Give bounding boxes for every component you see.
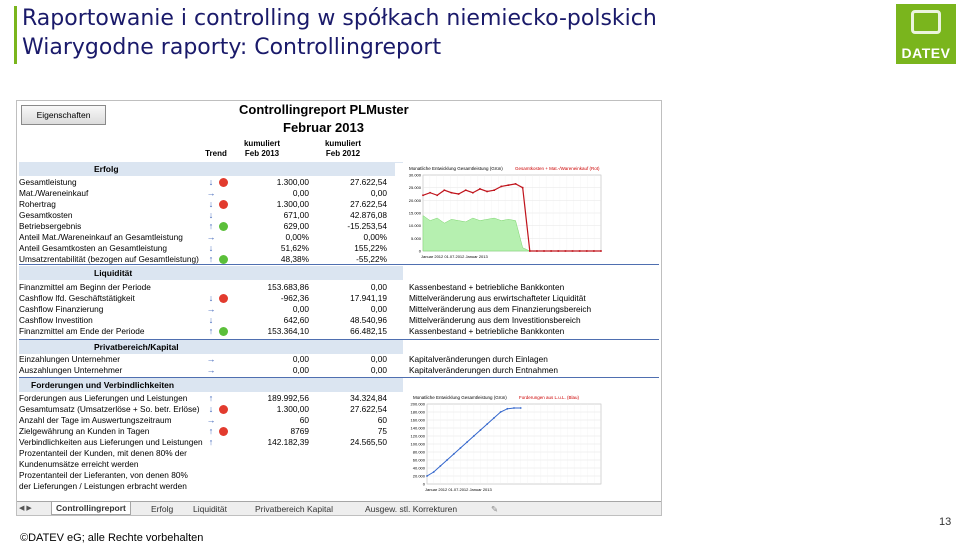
point-kosten xyxy=(436,194,438,196)
row-label: Prozentanteil der Lieferanten, von denen 80% xyxy=(19,470,188,480)
row-label: Gesamtleistung xyxy=(19,177,77,187)
slide-title-line1: Raportowanie i controlling w spółkach niemiecko-polskich xyxy=(22,6,657,31)
value-2012: 0,00% xyxy=(363,232,387,242)
row-label: Prozentanteil der Kunden, mit denen 80% der xyxy=(19,448,187,458)
point-forderungen xyxy=(453,453,455,455)
value-2012: 17.941,19 xyxy=(350,293,387,303)
trend-arrow-icon: ↓ xyxy=(208,210,214,220)
chart-title-series: Gesamtkosten + Mat.-/Wareneinkauf (Rot) xyxy=(515,166,600,171)
row-label: Anzahl der Tage im Auswertungszeitraum xyxy=(19,415,172,425)
y-tick-label: 60.000 xyxy=(412,457,425,463)
point-forderungen xyxy=(460,447,462,449)
sheet-nav-arrows-icon[interactable]: ◀ ▶ xyxy=(19,505,32,512)
value-2012: -55,22% xyxy=(356,254,387,264)
series-gesamtleistung xyxy=(423,216,601,251)
chart-gesamtleistung-forderungen xyxy=(395,392,607,496)
table-row xyxy=(19,448,403,459)
y-tick-label: 80.000 xyxy=(412,449,425,455)
datev-logo-text: DATEV xyxy=(901,45,951,61)
row-label: Rohertrag xyxy=(19,199,56,209)
section-forderungen-label: Forderungen und Verbindlichkeiten xyxy=(31,380,175,390)
point-kosten xyxy=(501,186,503,188)
chart-title: Monatliche Entwicklung Gesamtleistung (Grün) xyxy=(413,395,507,400)
value-2013: 60 xyxy=(299,415,309,425)
row-label: Zielgewährung an Kunden in Tagen xyxy=(19,426,150,436)
table-row xyxy=(19,282,403,293)
value-2012: 0,00 xyxy=(370,282,387,292)
value-2013: 671,00 xyxy=(283,210,309,220)
section-privat-label: Privatbereich/Kapital xyxy=(94,342,179,352)
y-tick-label: 5.000 xyxy=(410,235,421,241)
value-2013: 1.300,00 xyxy=(276,404,309,414)
point-forderungen xyxy=(426,475,428,477)
table-row xyxy=(19,470,403,481)
table-row xyxy=(19,188,403,199)
trend-arrow-icon: ↑ xyxy=(208,221,214,231)
trend-arrow-icon: → xyxy=(206,354,216,364)
point-kosten xyxy=(600,250,602,252)
table-row xyxy=(19,365,403,376)
row-label: Einzahlungen Unternehmer xyxy=(19,354,121,364)
table-row xyxy=(19,293,403,304)
trend-arrow-icon: ↑ xyxy=(208,393,214,403)
value-2013: 0,00 xyxy=(292,354,309,364)
spreadsheet-window xyxy=(16,100,662,516)
table-row xyxy=(19,243,403,254)
value-2012: 24.565,50 xyxy=(350,437,387,447)
table-row xyxy=(19,354,403,365)
point-kosten xyxy=(522,187,524,189)
row-label: Verbindlichkeiten aus Lieferungen und Leistungen xyxy=(19,437,203,447)
bank-description: Kapitalveränderungen durch Einlagen xyxy=(409,354,548,364)
bank-description: Mittelveränderung aus erwirtschafteter Liquidität xyxy=(409,293,586,303)
value-2013: 0,00 xyxy=(292,365,309,375)
point-kosten xyxy=(493,189,495,191)
value-2013: -962,36 xyxy=(280,293,309,303)
y-tick-label: 0 xyxy=(422,481,425,487)
table-row xyxy=(19,232,403,243)
bank-description: Kapitalveränderungen durch Entnahmen xyxy=(409,365,558,375)
row-label: Gesamtkosten xyxy=(19,210,73,220)
tab-ausgew-korrekturen[interactable]: Ausgew. stl. Korrekturen xyxy=(365,504,458,514)
smiley-green-icon xyxy=(219,327,228,336)
point-forderungen xyxy=(506,408,508,410)
point-forderungen xyxy=(473,435,475,437)
table-row xyxy=(19,393,403,404)
value-2013: 1.300,00 xyxy=(276,199,309,209)
table-row xyxy=(19,315,403,326)
slide-title xyxy=(22,4,657,62)
point-kosten xyxy=(451,192,453,194)
row-label: Anteil Gesamtkosten an Gesamtleistung xyxy=(19,243,168,253)
table-row xyxy=(19,210,403,221)
eigenschaften-button[interactable]: Eigenschaften xyxy=(21,105,106,125)
point-kosten xyxy=(515,183,517,185)
value-2012: 0,00 xyxy=(370,354,387,364)
bank-description: Kassenbestand + betriebliche Bankkonten xyxy=(409,282,565,292)
col2-line-a: kumuliert xyxy=(324,139,361,148)
point-kosten xyxy=(536,250,538,252)
point-kosten xyxy=(579,250,581,252)
y-tick-label: 0 xyxy=(418,248,421,254)
col1-line-a: kumuliert xyxy=(243,139,280,148)
trend-arrow-icon: ↑ xyxy=(208,437,214,447)
tab-privatbereich-kapital[interactable]: Privatbereich Kapital xyxy=(255,504,333,514)
value-2012: 27.622,54 xyxy=(350,177,387,187)
table-row xyxy=(19,177,403,188)
smiley-red-icon xyxy=(219,427,228,436)
value-2013: 142.182,39 xyxy=(267,437,309,447)
col-header-cum2012 xyxy=(313,139,373,159)
trend-arrow-icon: ↓ xyxy=(208,293,214,303)
y-tick-label: 15.000 xyxy=(408,210,421,216)
smiley-green-icon xyxy=(219,222,228,231)
value-2012: 66.482,15 xyxy=(350,326,387,336)
y-tick-label: 20.000 xyxy=(412,473,425,479)
trend-arrow-icon: ↓ xyxy=(208,315,214,325)
y-tick-label: 200.000 xyxy=(410,401,425,407)
smiley-red-icon xyxy=(219,178,228,187)
tab-liquiditaet[interactable]: Liquidität xyxy=(193,504,228,514)
value-2013: 0,00 xyxy=(292,304,309,314)
row-label: Mat./Wareneinkauf xyxy=(19,188,89,198)
table-row xyxy=(19,415,403,426)
section-liquiditaet xyxy=(19,266,403,280)
y-tick-label: 40.000 xyxy=(412,465,425,471)
table-row xyxy=(19,221,403,232)
value-2013: 51,62% xyxy=(280,243,309,253)
trend-arrow-icon: → xyxy=(206,415,216,425)
point-kosten xyxy=(465,189,467,191)
point-kosten xyxy=(486,191,488,193)
point-kosten xyxy=(529,250,531,252)
point-kosten xyxy=(429,192,431,194)
y-tick-label: 100.000 xyxy=(410,441,425,447)
trend-arrow-icon: ↓ xyxy=(208,177,214,187)
page-number: 13 xyxy=(939,516,952,528)
value-2013: 0,00% xyxy=(285,232,309,242)
report-month: Februar 2013 xyxy=(283,120,364,135)
trend-arrow-icon: ↑ xyxy=(208,326,214,336)
smiley-green-icon xyxy=(219,255,228,264)
value-2012: 42.876,08 xyxy=(350,210,387,220)
row-label: Kundenumsätze erreicht werden xyxy=(19,459,139,469)
point-forderungen xyxy=(493,417,495,419)
row-label: Cashflow lfd. Geschäftstätigkeit xyxy=(19,293,135,303)
datev-logo-mark-icon xyxy=(911,10,941,34)
trend-arrow-icon: ↓ xyxy=(208,243,214,253)
value-2013: 642,60 xyxy=(283,315,309,325)
value-2013: 48,38% xyxy=(280,254,309,264)
value-2013: 0,00 xyxy=(292,188,309,198)
y-tick-label: 25.000 xyxy=(408,185,421,191)
table-row xyxy=(19,199,403,210)
bank-description: Mittelveränderung aus dem Finanzierungsbereich xyxy=(409,304,592,314)
row-label: Anteil Mat./Wareneinkauf an Gesamtleistung xyxy=(19,232,183,242)
footer-copyright: ©DATEV eG; alle Rechte vorbehalten xyxy=(20,532,204,544)
value-2013: 153.683,86 xyxy=(267,282,309,292)
table-row xyxy=(19,481,403,492)
point-forderungen xyxy=(500,411,502,413)
chart-title-series: Forderungen aus L.u.L. (Blau) xyxy=(519,395,580,400)
row-label: Auszahlungen Unternehmer xyxy=(19,365,123,375)
value-2012: 0,00 xyxy=(370,365,387,375)
table-row xyxy=(19,404,403,415)
point-kosten xyxy=(572,250,574,252)
point-forderungen xyxy=(433,471,435,473)
table-row xyxy=(19,426,403,437)
tab-erfolg[interactable]: Erfolg xyxy=(151,504,174,514)
trend-arrow-icon: ↑ xyxy=(208,426,214,436)
row-label: der Lieferungen / Leistungen erbracht werden xyxy=(19,481,187,491)
y-tick-label: 10.000 xyxy=(408,223,421,229)
point-kosten xyxy=(586,250,588,252)
row-label: Umsatzrentabilität (bezogen auf Gesamtleistung) xyxy=(19,254,199,264)
smiley-red-icon xyxy=(219,200,228,209)
x-axis-label: Januar 2012 01.07.2012 Januar 2013 xyxy=(421,254,488,259)
point-kosten xyxy=(550,250,552,252)
point-forderungen xyxy=(446,459,448,461)
bank-description: Mittelveränderung aus dem Investitionsbereich xyxy=(409,315,581,325)
report-title: Controllingreport PLMuster xyxy=(239,102,409,117)
row-label: Finanzmittel am Beginn der Periode xyxy=(19,282,151,292)
chart-gesamtleistung-kosten xyxy=(395,163,607,263)
point-kosten xyxy=(472,192,474,194)
row-label: Finanzmittel am Ende der Periode xyxy=(19,326,145,336)
y-tick-label: 180.000 xyxy=(410,409,425,415)
smiley-red-icon xyxy=(219,294,228,303)
row-label: Cashflow Finanzierung xyxy=(19,304,104,314)
col-header-cum2013 xyxy=(232,139,292,159)
trend-arrow-icon: ↓ xyxy=(208,199,214,209)
point-kosten xyxy=(543,250,545,252)
y-tick-label: 30.000 xyxy=(408,172,421,178)
table-row xyxy=(19,304,403,315)
col2-line-b: Feb 2012 xyxy=(325,149,361,158)
section-erfolg xyxy=(19,162,403,176)
value-2012: 0,00 xyxy=(370,188,387,198)
point-forderungen xyxy=(480,429,482,431)
table-row xyxy=(19,437,403,448)
new-sheet-icon[interactable]: ✎ xyxy=(491,504,499,514)
trend-arrow-icon: → xyxy=(206,188,216,198)
value-2012: -15.253,54 xyxy=(347,221,387,231)
trend-arrow-icon: → xyxy=(206,365,216,375)
row-label: Gesamtumsatz (Umsatzerlöse + So. betr. Erlöse) xyxy=(19,404,200,414)
value-2012: 0,00 xyxy=(370,304,387,314)
y-tick-label: 20.000 xyxy=(408,197,421,203)
row-label: Forderungen aus Lieferungen und Leistungen xyxy=(19,393,188,403)
section-liquiditaet-label: Liquidität xyxy=(94,268,133,278)
row-label: Betriebsergebnis xyxy=(19,221,82,231)
section-erfolg-label: Erfolg xyxy=(94,164,119,174)
value-2013: 8769 xyxy=(290,426,309,436)
point-forderungen xyxy=(520,407,522,409)
slide-title-line2: Wiarygodne raporty: Controllingreport xyxy=(22,35,442,60)
value-2012: 48.540,96 xyxy=(350,315,387,325)
point-kosten xyxy=(557,250,559,252)
chart-title: Monatliche Entwicklung Gesamtleistung (Grün) xyxy=(409,166,503,171)
trend-arrow-icon: ↑ xyxy=(208,254,214,264)
smiley-red-icon xyxy=(219,405,228,414)
value-2012: 27.622,54 xyxy=(350,404,387,414)
point-kosten xyxy=(422,194,424,196)
x-axis-label: Januar 2012 01.07.2012 Januar 2013 xyxy=(425,487,492,492)
point-forderungen xyxy=(486,423,488,425)
col-header-trend: Trend xyxy=(205,149,227,158)
value-2012: 27.622,54 xyxy=(350,199,387,209)
col1-line-b: Feb 2013 xyxy=(244,149,280,158)
tab-controllingreport[interactable]: Controllingreport xyxy=(51,502,131,515)
trend-arrow-icon: → xyxy=(206,232,216,242)
bank-description: Kassenbestand + betriebliche Bankkonten xyxy=(409,326,565,336)
point-kosten xyxy=(444,189,446,191)
y-tick-label: 140.000 xyxy=(410,425,425,431)
point-kosten xyxy=(458,193,460,195)
point-kosten xyxy=(479,188,481,190)
section-privat xyxy=(19,340,403,354)
divider xyxy=(19,264,659,265)
value-2013: 189.992,56 xyxy=(267,393,309,403)
point-forderungen xyxy=(513,407,515,409)
point-kosten xyxy=(565,250,567,252)
point-forderungen xyxy=(439,465,441,467)
y-tick-label: 120.000 xyxy=(410,433,425,439)
table-row xyxy=(19,459,403,470)
sheet-tabs-bar xyxy=(17,501,662,516)
trend-arrow-icon: → xyxy=(206,304,216,314)
row-label: Cashflow Investition xyxy=(19,315,93,325)
value-2012: 60 xyxy=(377,415,387,425)
value-2013: 629,00 xyxy=(283,221,309,231)
value-2012: 155,22% xyxy=(354,243,387,253)
point-kosten xyxy=(593,250,595,252)
value-2012: 34.324,84 xyxy=(350,393,387,403)
y-tick-label: 160.000 xyxy=(410,417,425,423)
title-accent-bar xyxy=(14,6,17,64)
datev-logo xyxy=(896,4,956,64)
section-forderungen xyxy=(19,378,403,392)
value-2013: 153.364,10 xyxy=(267,326,309,336)
trend-arrow-icon: ↓ xyxy=(208,404,214,414)
value-2012: 75 xyxy=(377,426,387,436)
value-2013: 1.300,00 xyxy=(276,177,309,187)
point-forderungen xyxy=(466,441,468,443)
point-kosten xyxy=(508,184,510,186)
table-row xyxy=(19,326,403,337)
